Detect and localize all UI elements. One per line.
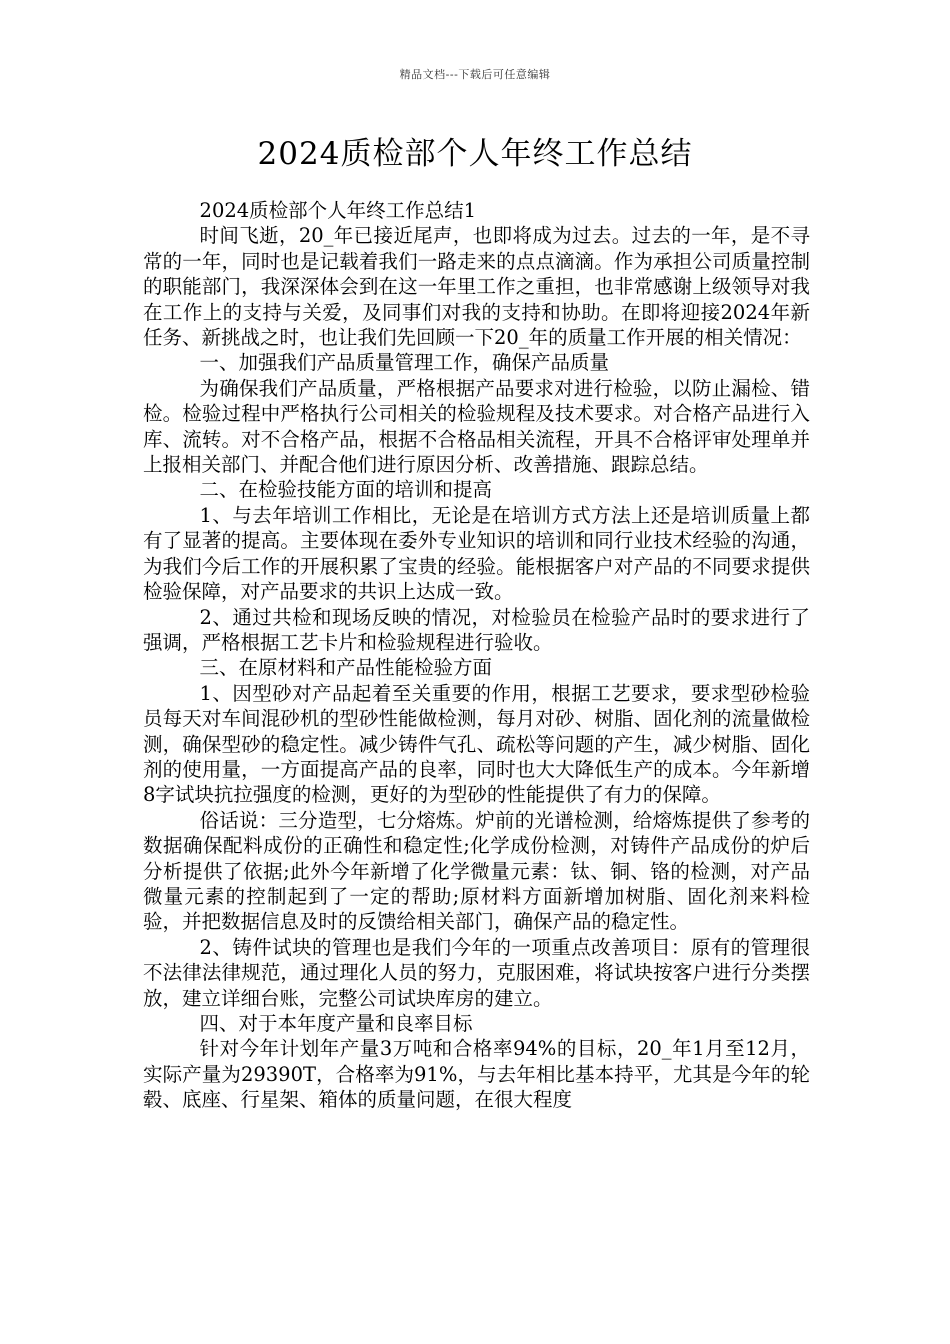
section-heading-3: 三、在原材料和产品性能检验方面 [199,656,493,680]
section-heading-1: 一、加强我们产品质量管理工作，确保产品质量 [199,351,610,375]
section-3-paragraph: 俗话说：三分造型，七分熔炼。炉前的光谱检测，给熔炼提供了参考的数据确保配料成份的正确性和稳定性;化学成份检测，对铸件产品成份的炉后分析提供了依据;此外今年新增了化学微量元素：钛、铜、铬的检测，对产品微量元素的控制起到了一定的帮助;原材料方面新增加树脂、固化剂来料检验，并把数据信息及时的反馈给相关部门，确保产品的稳定性。 [143,808,810,934]
intro-paragraph: 时间飞逝，20_年已接近尾声，也即将成为过去。过去的一年，是不寻常的一年，同时也是记载着我们一路走来的点点滴滴。作为承担公司质量控制的职能部门，我深深体会到在这一年里工作之重担，也非常感谢上级领导对我在工作上的支持与关爱，及同事们对我的支持和协助。在即将迎接2024年新任务、新挑战之时，也让我们先回顾一下20_年的质量工作开展的相关情况： [143,224,810,350]
section-2-item-2: 2、通过共检和现场反映的情况，对检验员在检验产品时的要求进行了强调，严格根据工艺卡片和检验规程进行验收。 [143,605,810,654]
section-3-item-1: 1、因型砂对产品起着至关重要的作用，根据工艺要求，要求型砂检验员每天对车间混砂机的型砂性能做检测，每月对砂、树脂、固化剂的流量做检测，确保型砂的稳定性。减少铸件气孔、疏松等问题的产生，减少树脂、固化剂的使用量，一方面提高产品的良率，同时也大大降低生产的成本。今年新增8字试块抗拉强度的检测，更好的为型砂的性能提供了有力的保障。 [143,681,810,807]
section-heading-4: 四、对于本年度产量和良率目标 [199,1012,473,1035]
document-body [143,198,810,1113]
section-heading-2: 二、在检验技能方面的培训和提高 [199,478,493,502]
section-4-paragraph: 针对今年计划年产量3万吨和合格率94%的目标，20_年1月至12月，实际产量为29390T，合格率为91%，与去年相比基本持平，尤其是今年的轮毂、底座、行星架、箱体的质量问题，在很大程度 [143,1037,810,1112]
section-1-paragraph: 为确保我们产品质量，严格根据产品要求对进行检验，以防止漏检、错检。检验过程中严格执行公司相关的检验规程及技术要求。对合格产品进行入库、流转。对不合格产品，根据不合格品相关流程，开具不合格评审处理单并上报相关部门、并配合他们进行原因分析、改善措施、跟踪总结。 [143,376,810,477]
section-3-item-2: 2、铸件试块的管理也是我们今年的一项重点改善项目：原有的管理很不法律法律规范，通过理化人员的努力，克服困难，将试块按客户进行分类摆放，建立详细台账，完整公司试块库房的建立。 [143,935,810,1010]
subtitle-paragraph: 2024质检部个人年终工作总结1 [199,199,477,222]
document-title: 2024质检部个人年终工作总结 [257,136,693,172]
section-2-item-1: 1、与去年培训工作相比，无论是在培训方式方法上还是培训质量上都有了显著的提高。主要体现在委外专业知识的培训和同行业技术经验的沟通，为我们今后工作的开展积累了宝贵的经验。能根据客户对产品的不同要求提供检验保障，对产品要求的共识上达成一致。 [143,503,810,604]
header-note: 精品文档---下载后可任意编辑 [399,68,551,81]
